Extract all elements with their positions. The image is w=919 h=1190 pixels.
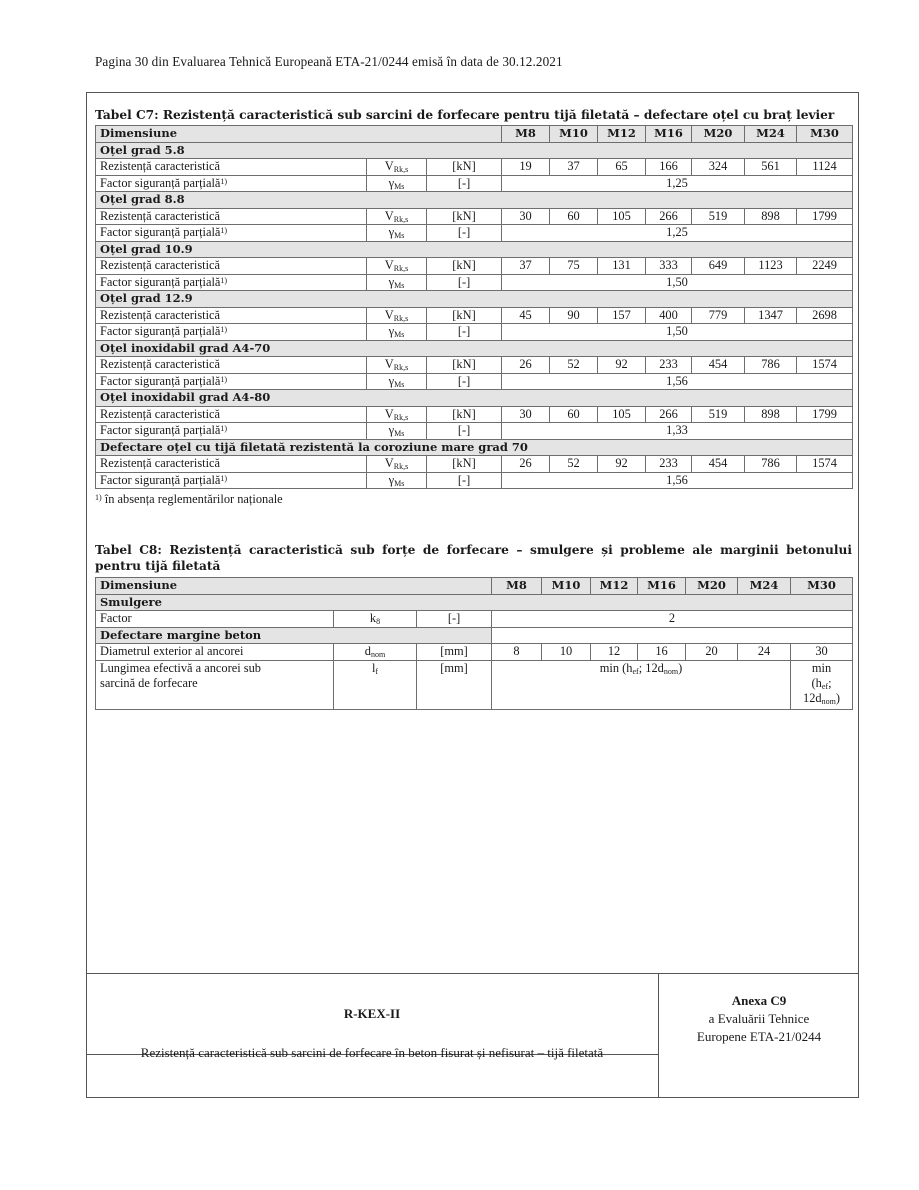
c7-factor-label: Factor siguranță parțială$^{1)}$ [96, 225, 367, 242]
c7-resistance-value: 105 [598, 208, 646, 225]
c7-resistance-value: 37 [550, 159, 598, 176]
c7-factor-value: 1,56 [502, 472, 853, 489]
page-header: Pagina 30 din Evaluarea Tehnică Europeană ETA-21/0244 emisă în data de 30.12.2021 [95, 54, 563, 69]
c8-header-dimension: Dimensiune [96, 578, 492, 595]
c7-resistance-value: 131 [598, 258, 646, 275]
c7-resistance-value: 26 [502, 357, 550, 374]
c8-length-unit: [mm] [417, 660, 492, 709]
c7-resistance-value: 30 [502, 406, 550, 423]
c7-resistance-value: 233 [646, 456, 692, 473]
c8-diameter-value: 30 [791, 644, 853, 661]
c7-factor-unit: [-] [427, 472, 502, 489]
c7-resistance-value: 519 [692, 208, 745, 225]
c7-resistance-value: 52 [550, 456, 598, 473]
c7-resistance-value: 92 [598, 456, 646, 473]
c7-resistance-value: 157 [598, 307, 646, 324]
c7-resistance-value: 1124 [797, 159, 853, 176]
c7-factor-label: Factor siguranță parțială$^{1)}$ [96, 324, 367, 341]
c7-resistance-value: 898 [745, 406, 797, 423]
c7-resistance-value: 266 [646, 406, 692, 423]
table-c8 [95, 577, 853, 710]
c7-factor-unit: [-] [427, 225, 502, 242]
c7-size-header: M10 [550, 126, 598, 143]
c8-diameter-value: 12 [591, 644, 638, 661]
c7-resistance-symbol: $V_{Rk,s}$ [367, 258, 427, 275]
c8-length-value-m30: min ($h_{ef}$; $12d_{nom}$) [791, 660, 853, 709]
c7-resistance-value: 1574 [797, 456, 853, 473]
footer-annex-line2: a Evaluării Tehnice [708, 1011, 810, 1026]
c8-factor-unit: [-] [417, 611, 492, 628]
c7-resistance-symbol: $V_{Rk,s}$ [367, 406, 427, 423]
c7-factor-value: 1,25 [502, 225, 853, 242]
c8-size-m8: M8 [492, 578, 542, 595]
c8-factor-value: 2 [492, 611, 853, 628]
c7-resistance-value: 779 [692, 307, 745, 324]
c7-resistance-unit: [kN] [427, 258, 502, 275]
c7-resistance-unit: [kN] [427, 357, 502, 374]
c7-resistance-value: 52 [550, 357, 598, 374]
c7-resistance-value: 233 [646, 357, 692, 374]
c7-resistance-value: 92 [598, 357, 646, 374]
c7-resistance-label: Rezistență caracteristică [96, 307, 367, 324]
c7-resistance-symbol: $V_{Rk,s}$ [367, 456, 427, 473]
c8-diameter-symbol: $d_{nom}$ [334, 644, 417, 661]
c7-resistance-value: 105 [598, 406, 646, 423]
c8-diameter-label: Diametrul exterior al ancorei [96, 644, 334, 661]
c7-resistance-value: 786 [745, 456, 797, 473]
c7-resistance-unit: [kN] [427, 159, 502, 176]
c7-resistance-value: 1347 [745, 307, 797, 324]
table-c7-title: Tabel C7: Rezistență caracteristică sub sarcini de forfecare pentru tijă filetată – defectare oțel cu braț levier [95, 108, 835, 122]
c7-resistance-value: 324 [692, 159, 745, 176]
c7-resistance-label: Rezistență caracteristică [96, 159, 367, 176]
c8-factor-symbol: $k_8$ [334, 611, 417, 628]
c7-resistance-unit: [kN] [427, 208, 502, 225]
c7-section-title: Defectare oțel cu tijă filetată rezistentă la coroziune mare grad 70 [96, 439, 853, 456]
c7-resistance-unit: [kN] [427, 406, 502, 423]
c7-resistance-value: 333 [646, 258, 692, 275]
c7-factor-symbol: $\gamma_{Ms}$ [367, 274, 427, 291]
table-c7 [95, 125, 853, 489]
c7-section-title: Oțel grad 12.9 [96, 291, 853, 308]
c7-size-header: M24 [745, 126, 797, 143]
c7-resistance-value: 519 [692, 406, 745, 423]
footer-annex-title: Anexa C9 [731, 993, 787, 1008]
c7-resistance-value: 786 [745, 357, 797, 374]
footer-product: R-KEX-II [86, 974, 658, 1055]
c7-factor-value: 1,50 [502, 274, 853, 291]
c7-resistance-value: 30 [502, 208, 550, 225]
c7-resistance-value: 1799 [797, 406, 853, 423]
c7-factor-symbol: $\gamma_{Ms}$ [367, 175, 427, 192]
c7-factor-label: Factor siguranță parțială$^{1)}$ [96, 472, 367, 489]
c7-factor-symbol: $\gamma_{Ms}$ [367, 423, 427, 440]
c7-factor-value: 1,33 [502, 423, 853, 440]
c7-factor-label: Factor siguranță parțială$^{1)}$ [96, 175, 367, 192]
c7-section-title: Oțel inoxidabil grad A4-70 [96, 340, 853, 357]
c8-length-symbol: $l_f$ [334, 660, 417, 709]
c7-resistance-value: 45 [502, 307, 550, 324]
c8-size-m24: M24 [738, 578, 791, 595]
c7-resistance-unit: [kN] [427, 456, 502, 473]
c7-resistance-value: 1123 [745, 258, 797, 275]
c7-resistance-label: Rezistență caracteristică [96, 208, 367, 225]
c8-section-edge: Defectare margine beton [96, 627, 492, 644]
c8-section-edge-blank [492, 627, 853, 644]
c8-diameter-value: 24 [738, 644, 791, 661]
c8-size-m16: M16 [638, 578, 686, 595]
c7-resistance-unit: [kN] [427, 307, 502, 324]
c7-factor-value: 1,50 [502, 324, 853, 341]
c7-resistance-value: 90 [550, 307, 598, 324]
c8-diameter-value: 10 [542, 644, 591, 661]
c7-size-header: M16 [646, 126, 692, 143]
c7-factor-unit: [-] [427, 373, 502, 390]
c7-factor-value: 1,56 [502, 373, 853, 390]
c7-factor-symbol: $\gamma_{Ms}$ [367, 225, 427, 242]
c7-resistance-symbol: $V_{Rk,s}$ [367, 159, 427, 176]
c7-factor-unit: [-] [427, 324, 502, 341]
footer-annex [659, 992, 859, 1046]
c7-size-header: M30 [797, 126, 853, 143]
c7-size-header: M12 [598, 126, 646, 143]
c7-resistance-value: 37 [502, 258, 550, 275]
c7-resistance-value: 166 [646, 159, 692, 176]
c7-resistance-value: 65 [598, 159, 646, 176]
c8-length-label: Lungimea efectivă a ancorei sub sarcină de forfecare [96, 660, 334, 709]
c8-diameter-value: 8 [492, 644, 542, 661]
c7-resistance-label: Rezistență caracteristică [96, 357, 367, 374]
c7-factor-label: Factor siguranță parțială$^{1)}$ [96, 274, 367, 291]
c7-resistance-symbol: $V_{Rk,s}$ [367, 307, 427, 324]
footer-annex-line3: Europene ETA-21/0244 [696, 1029, 822, 1044]
c7-resistance-value: 60 [550, 208, 598, 225]
c7-resistance-symbol: $V_{Rk,s}$ [367, 357, 427, 374]
c7-factor-unit: [-] [427, 423, 502, 440]
c7-header-dimension: Dimensiune [96, 126, 502, 143]
c7-factor-label: Factor siguranță parțială$^{1)}$ [96, 373, 367, 390]
c7-size-header: M8 [502, 126, 550, 143]
c7-factor-unit: [-] [427, 175, 502, 192]
c7-resistance-value: 454 [692, 357, 745, 374]
c7-resistance-value: 649 [692, 258, 745, 275]
c7-size-header: M20 [692, 126, 745, 143]
c8-size-m10: M10 [542, 578, 591, 595]
footer-block [86, 973, 859, 1098]
c7-resistance-value: 898 [745, 208, 797, 225]
c7-section-title: Oțel grad 10.9 [96, 241, 853, 258]
c7-resistance-label: Rezistență caracteristică [96, 258, 367, 275]
footer-description: Rezistență caracteristică sub sarcini de forfecare în beton fisurat și nefisurat – tijă filetată [140, 1045, 604, 1060]
c7-factor-unit: [-] [427, 274, 502, 291]
c7-resistance-value: 2249 [797, 258, 853, 275]
c8-diameter-value: 16 [638, 644, 686, 661]
c7-factor-label: Factor siguranță parțială$^{1)}$ [96, 423, 367, 440]
c7-factor-symbol: $\gamma_{Ms}$ [367, 373, 427, 390]
c7-resistance-value: 60 [550, 406, 598, 423]
c7-resistance-value: 75 [550, 258, 598, 275]
c8-size-m30: M30 [791, 578, 853, 595]
c7-resistance-value: 400 [646, 307, 692, 324]
footer-left [86, 974, 659, 1098]
c7-resistance-value: 26 [502, 456, 550, 473]
c7-section-title: Oțel grad 5.8 [96, 142, 853, 159]
c7-resistance-label: Rezistență caracteristică [96, 456, 367, 473]
c7-resistance-symbol: $V_{Rk,s}$ [367, 208, 427, 225]
c7-resistance-value: 2698 [797, 307, 853, 324]
c8-section-pryout: Smulgere [96, 594, 853, 611]
c7-resistance-value: 561 [745, 159, 797, 176]
c7-factor-symbol: $\gamma_{Ms}$ [367, 324, 427, 341]
c8-diameter-value: 20 [686, 644, 738, 661]
c8-factor-label: Factor [96, 611, 334, 628]
c8-size-m12: M12 [591, 578, 638, 595]
c7-resistance-value: 19 [502, 159, 550, 176]
c8-size-m20: M20 [686, 578, 738, 595]
c7-resistance-value: 266 [646, 208, 692, 225]
c7-resistance-value: 454 [692, 456, 745, 473]
c7-factor-symbol: $\gamma_{Ms}$ [367, 472, 427, 489]
c7-resistance-label: Rezistență caracteristică [96, 406, 367, 423]
table-c7-footnote: $^{1)}$ în absența reglementărilor naționale [95, 492, 283, 506]
c8-diameter-unit: [mm] [417, 644, 492, 661]
c7-resistance-value: 1799 [797, 208, 853, 225]
c7-factor-value: 1,25 [502, 175, 853, 192]
c7-resistance-value: 1574 [797, 357, 853, 374]
c7-section-title: Oțel grad 8.8 [96, 192, 853, 209]
table-c8-title-line1: Tabel C8: Rezistență caracteristică sub forțe de forfecare – smulgere și probleme ale marginii betonului [95, 543, 852, 557]
c7-section-title: Oțel inoxidabil grad A4-80 [96, 390, 853, 407]
c8-length-value: $\min (h_{ef}$; $12d_{nom}$) [492, 660, 791, 709]
table-c8-title-line2: pentru tijă filetată [95, 559, 221, 573]
